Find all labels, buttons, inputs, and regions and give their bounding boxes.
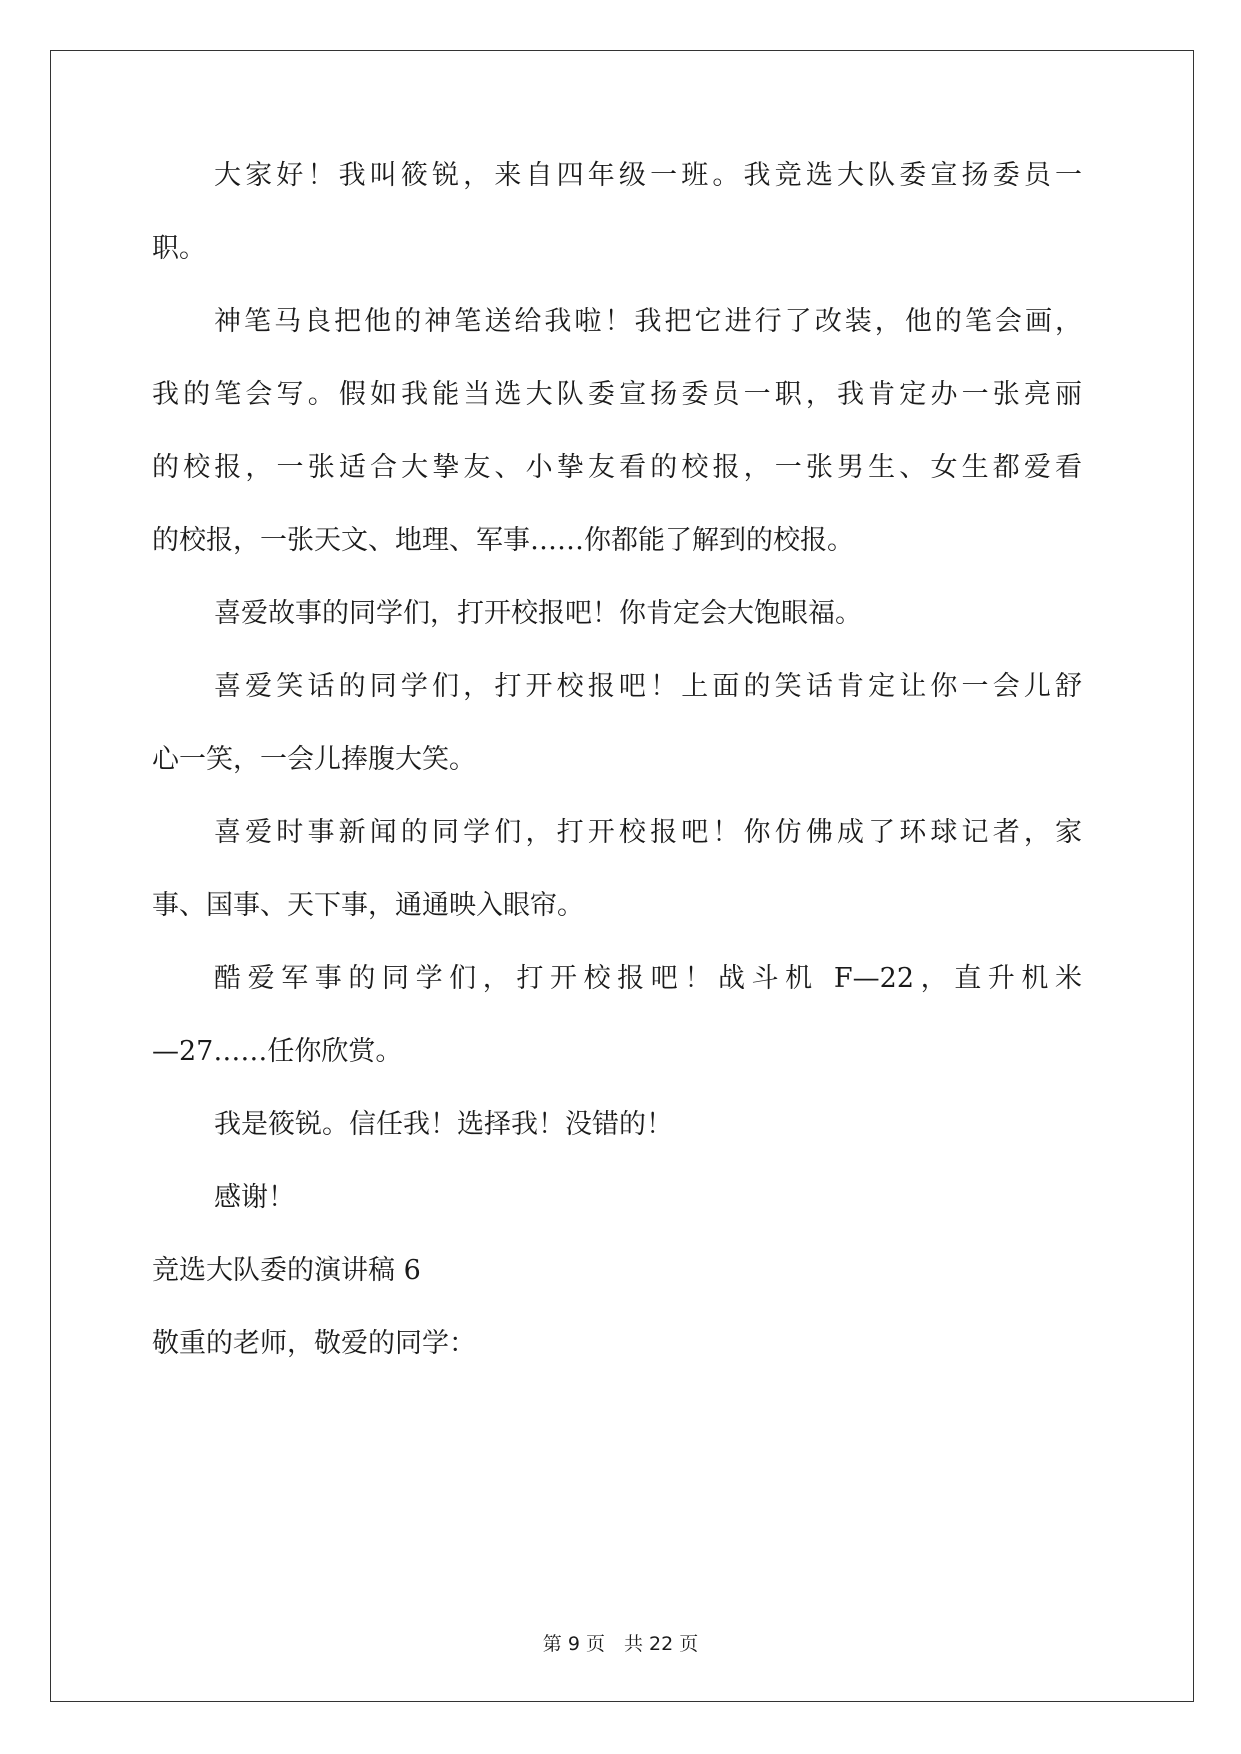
paragraph-line: 喜爱时事新闻的同学们，打开校报吧！你仿佛成了环球记者，家 <box>214 817 1082 848</box>
section-heading: 竞选大队委的演讲稿 6 <box>152 1255 421 1286</box>
paragraph-line: 的校报，一张适合大挚友、小挚友看的校报，一张男生、女生都爱看 <box>152 452 1082 483</box>
paragraph-line: 神笔马良把他的神笔送给我啦！我把它进行了改装，他的笔会画， <box>214 306 1082 337</box>
paragraph-line: 我的笔会写。假如我能当选大队委宣扬委员一职，我肯定办一张亮丽 <box>152 379 1082 410</box>
paragraph-line: 职。 <box>152 233 206 264</box>
paragraph-line: 心一笑，一会儿捧腹大笑。 <box>152 744 476 775</box>
page-number-footer: 第 9 页 共 22 页 <box>542 1633 699 1655</box>
paragraph-line: 事、国事、天下事，通通映入眼帘。 <box>152 890 584 921</box>
paragraph-line: 大家好！我叫筱锐，来自四年级一班。我竞选大队委宣扬委员一 <box>214 160 1082 191</box>
paragraph-line: 喜爱故事的同学们，打开校报吧！你肯定会大饱眼福。 <box>214 598 862 629</box>
paragraph-line: 酷爱军事的同学们，打开校报吧！战斗机 F—22，直升机米 <box>214 963 1082 994</box>
paragraph-line: 感谢！ <box>214 1182 295 1213</box>
paragraph-line: 喜爱笑话的同学们，打开校报吧！上面的笑话肯定让你一会儿舒 <box>214 671 1082 702</box>
paragraph-line: 的校报，一张天文、地理、军事……你都能了解到的校报。 <box>152 525 854 556</box>
paragraph-line: 我是筱锐。信任我！选择我！没错的！ <box>214 1109 673 1140</box>
salutation-line: 敬重的老师，敬爱的同学： <box>152 1328 476 1359</box>
paragraph-line: —27……任你欣赏。 <box>152 1036 403 1067</box>
